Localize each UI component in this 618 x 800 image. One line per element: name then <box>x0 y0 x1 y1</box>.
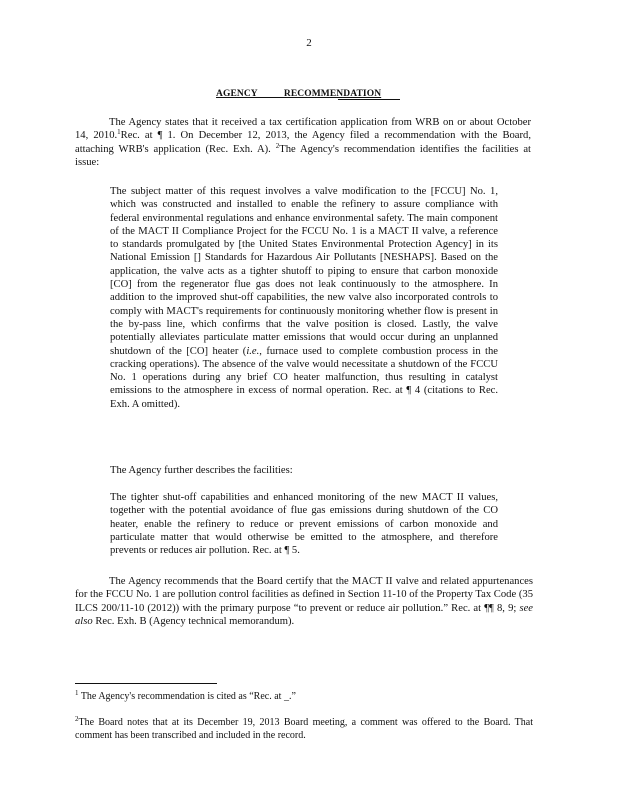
heading-underline-rule <box>338 99 400 100</box>
footnote-1-text: The Agency's recommendation is cited as “Rec. at _.” <box>80 691 296 702</box>
further-describes-paragraph: The Agency further describes the facilities: <box>110 465 293 476</box>
footnote-ref-2[interactable]: 2 <box>275 141 280 150</box>
recommendation-paragraph <box>75 575 533 628</box>
block-quote-2: The tighter shut-off capabilities and enhanced monitoring of the new MACT II values, together with the potential avoidance of flue gas emissions during shutdown of the CO heater, enable the refinery to reduce or prevent emissions of carbon monoxide and particulate matter that would otherwise be emitted to the atmosphere, and therefore prevents or reduces air pollution. Rec. at ¶ 5. <box>110 492 498 557</box>
footnote-separator <box>75 683 217 684</box>
see-also-signal: see also <box>75 602 533 627</box>
block-quote-1 <box>110 185 498 411</box>
footnote-2-text: The Board notes that at its December 19, 2013 Board meeting, a comment was offered to the Board. That comment has been transcribed and included in the record. <box>75 717 533 742</box>
footnote-1 <box>75 690 533 703</box>
intro-paragraph <box>75 116 531 169</box>
section-heading: AGENCY RECOMMENDATION <box>216 89 382 99</box>
recommendation-text-b: Rec. Exh. B (Agency technical memorandum). <box>95 615 295 627</box>
footnote-2-mark: 2 <box>75 715 79 723</box>
recommendation-text-a: The Agency recommends that the Board certify that the MACT II valve and related appurtenances for the FCCU No. 1 are pollution control facilities as defined in Section 11-10 of the Property Tax Code (35 ILCS 200/11-10 (2012)) with the primary purpose “to prevent or reduce air pollution.” Rec. at ¶¶ 8, 9; <box>75 576 533 614</box>
block-quote-1-text-b: , furnace used to complete combustion process in the cracking operations). The absence of the valve would necessitate a shutdown of the FCCU No. 1 operations during any brief CO heater malfunction, thus resulting in catalyst emissions to the atmosphere in excess of normal operation. Rec. at ¶ 4 (citations to Rec. Exh. A omitted). <box>110 345 499 410</box>
intro-text-middle: Rec. at ¶ 1. On December 12, 2013, the Agency filed a recommendation with the Board, attaching WRB's application (Rec. Exh. A). <box>75 130 531 155</box>
intro-text-end: The Agency's recommendation identifies the facilities at issue: <box>75 143 531 168</box>
footnote-1-mark: 1 <box>75 689 79 697</box>
block-quote-1-ie: i.e. <box>246 345 260 357</box>
block-quote-1-text-a: The subject matter of this request involves a valve modification to the [FCCU] No. 1, which was constructed and installed to enable the refinery to assure compliance with federal environmental regulations and enhance environmental safety. The main component of the MACT II Compliance Project for the FCCU No. 1 is a MACT II valve, a reference to standards promulgated by [the United States Environmental Protection Agency] in its National Emission [] Standards for Hazardous Air Pollutants [NESHAPS]. Based on the application, the valve acts as a tighter shutoff to piping to ensure that carbon monoxide [CO] from the regenerator flue gas does not leak continuously to the atmosphere. In addition to the improved shut-off capabilities, the new valve also incorporated controls to comply with MACT's requirements for continuously monitoring whether flow is present in the by-pass line, which confirms that the valve position is closed. Lastly, the valve potentially alleviates particulate matter emissions that would occur during an unplanned shutdown of the [CO] heater ( <box>110 186 498 357</box>
footnote-2 <box>75 716 533 743</box>
intro-text-start: The Agency states that it received a tax certification application from WRB on or about October 14, 2010. <box>75 117 531 142</box>
page-number: 2 <box>306 37 312 49</box>
footnote-ref-1[interactable]: 1 <box>117 128 121 137</box>
